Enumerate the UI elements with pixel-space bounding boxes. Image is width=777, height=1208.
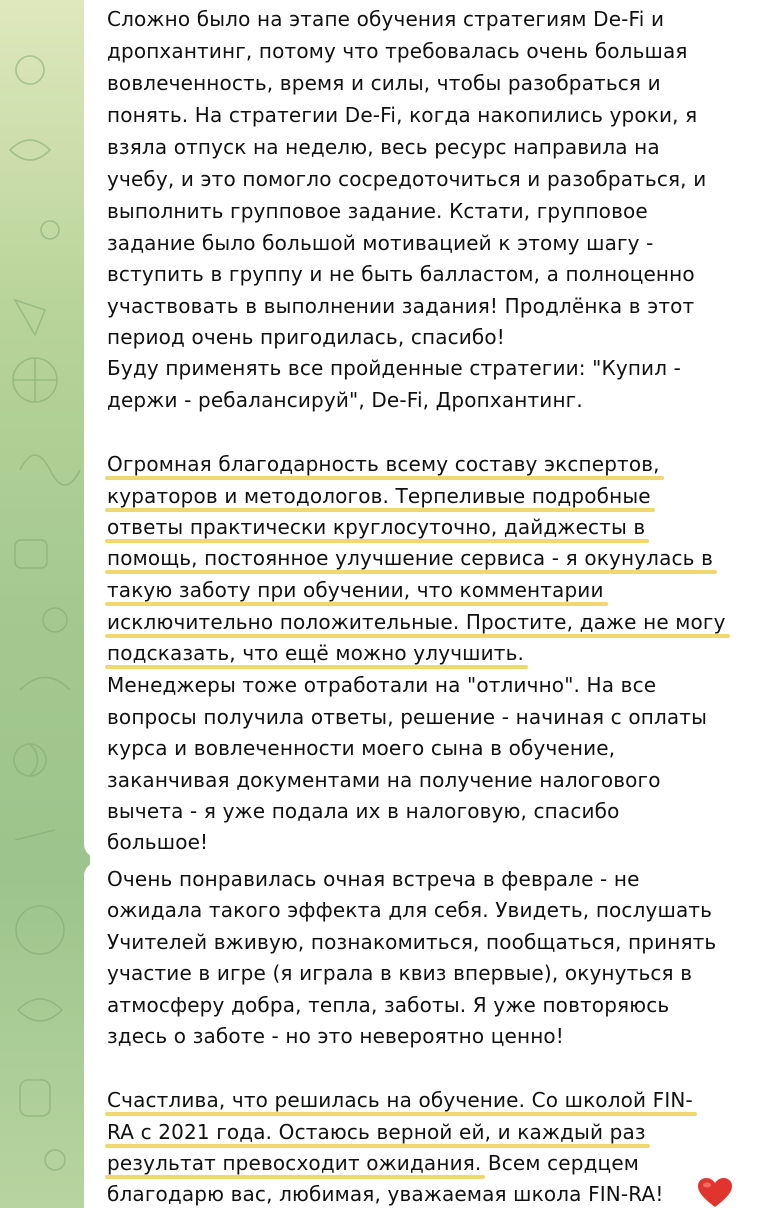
highlighted-line: [107, 452, 660, 476]
highlighted-line: [107, 578, 604, 602]
highlighted-line: [107, 1088, 693, 1112]
message-line: Сложно было на этапе обучения стратегиям De-Fi и: [107, 7, 665, 31]
message-line: участвовать в выполнении задания! Продлёнка в этот: [107, 294, 695, 318]
message-line: задание было большой мотивацией к этому шагу -: [107, 231, 654, 255]
highlighted-line: [107, 641, 524, 665]
highlighted-text: результат превосходит ожидания.: [107, 1151, 482, 1175]
message-line: вступить в группу и не быть балластом, а полноценно: [107, 262, 695, 286]
message-line: благодарю вас, любимая, уважаемая школа FIN-RA!: [107, 1182, 664, 1206]
highlighted-line: [107, 515, 645, 539]
mixed-line: [107, 1151, 639, 1175]
highlighted-text: ответы практически круглосуточно, дайджесты в: [107, 515, 646, 539]
highlighted-text: подсказать, что ещё можно улучшить.: [107, 641, 525, 665]
message-line: Учителей вживую, познакомиться, пообщаться, принять: [107, 930, 717, 954]
chat-wallpaper: [0, 0, 90, 1208]
heart-emoji-icon: [697, 1177, 733, 1208]
wallpaper-doodles-icon: [0, 0, 90, 1208]
message-text: Всем сердцем: [481, 1151, 640, 1175]
message-line: держи - ребалансируй", De-Fi, Дропхантинг.: [107, 388, 583, 412]
message-bubble-1[interactable]: [84, 0, 777, 858]
highlighted-line: [107, 610, 726, 634]
message-line: участие в игре (я играла в квиз впервые), окунуться в: [107, 961, 693, 985]
message-line: дропхантинг, потому что требовалась очень большая: [107, 39, 688, 63]
message-line: большое!: [107, 830, 209, 854]
message-line: вопросы получила ответы, решение - начиная с оплаты: [107, 705, 708, 729]
message-line: Буду применять все пройденные стратегии: "Купил -: [107, 356, 682, 380]
highlighted-text: RA с 2021 года. Остаюсь верной ей, и каждый раз: [107, 1120, 646, 1144]
message-line: ожидала такого эффекта для себя. Увидеть, послушать: [107, 898, 713, 922]
highlighted-text: помощь, постоянное улучшение сервиса - я окунулась в: [107, 546, 714, 570]
highlighted-text: такую заботу при обучении, что комментарии: [107, 578, 604, 602]
message-line: период очень пригодилась, спасибо!: [107, 325, 505, 349]
highlighted-text: Счастлива, что решилась на обучение. Со школой FIN-: [107, 1088, 693, 1112]
message-line: вычета - я уже подала их в налоговую, спасибо: [107, 799, 620, 823]
message-line: Менеджеры тоже отработали на "отлично". На все: [107, 673, 657, 697]
highlighted-line: [107, 546, 713, 570]
message-line: понять. На стратегии De-Fi, когда накопились уроки, я: [107, 103, 698, 127]
highlighted-text: исключительно положительные. Простите, даже не могу: [107, 610, 726, 634]
highlighted-text: кураторов и методологов. Терпеливые подробные: [107, 484, 651, 508]
message-line: атмосферу добра, тепла, заботы. Я уже повторяюсь: [107, 993, 670, 1017]
message-line: взяла отпуск на неделю, весь ресурс направила на: [107, 135, 660, 159]
highlighted-line: [107, 484, 651, 508]
message-line: выполнить групповое задание. Кстати, групповое: [107, 199, 648, 223]
message-line: здесь о заботе - но это невероятно ценно!: [107, 1024, 564, 1048]
highlighted-text: Огромная благодарность всему составу экспертов,: [107, 452, 660, 476]
message-line: заканчивая документами на получение налогового: [107, 768, 661, 792]
highlighted-line: [107, 1120, 646, 1144]
message-line: учебу, и это помогло сосредоточиться и разобраться, и: [107, 167, 707, 191]
message-line: вовлеченность, время и силы, чтобы разобраться и: [107, 71, 661, 95]
message-line: курса и вовлеченности моего сына в обучение,: [107, 736, 616, 760]
message-line: Очень понравилась очная встреча в феврале - не: [107, 867, 640, 891]
